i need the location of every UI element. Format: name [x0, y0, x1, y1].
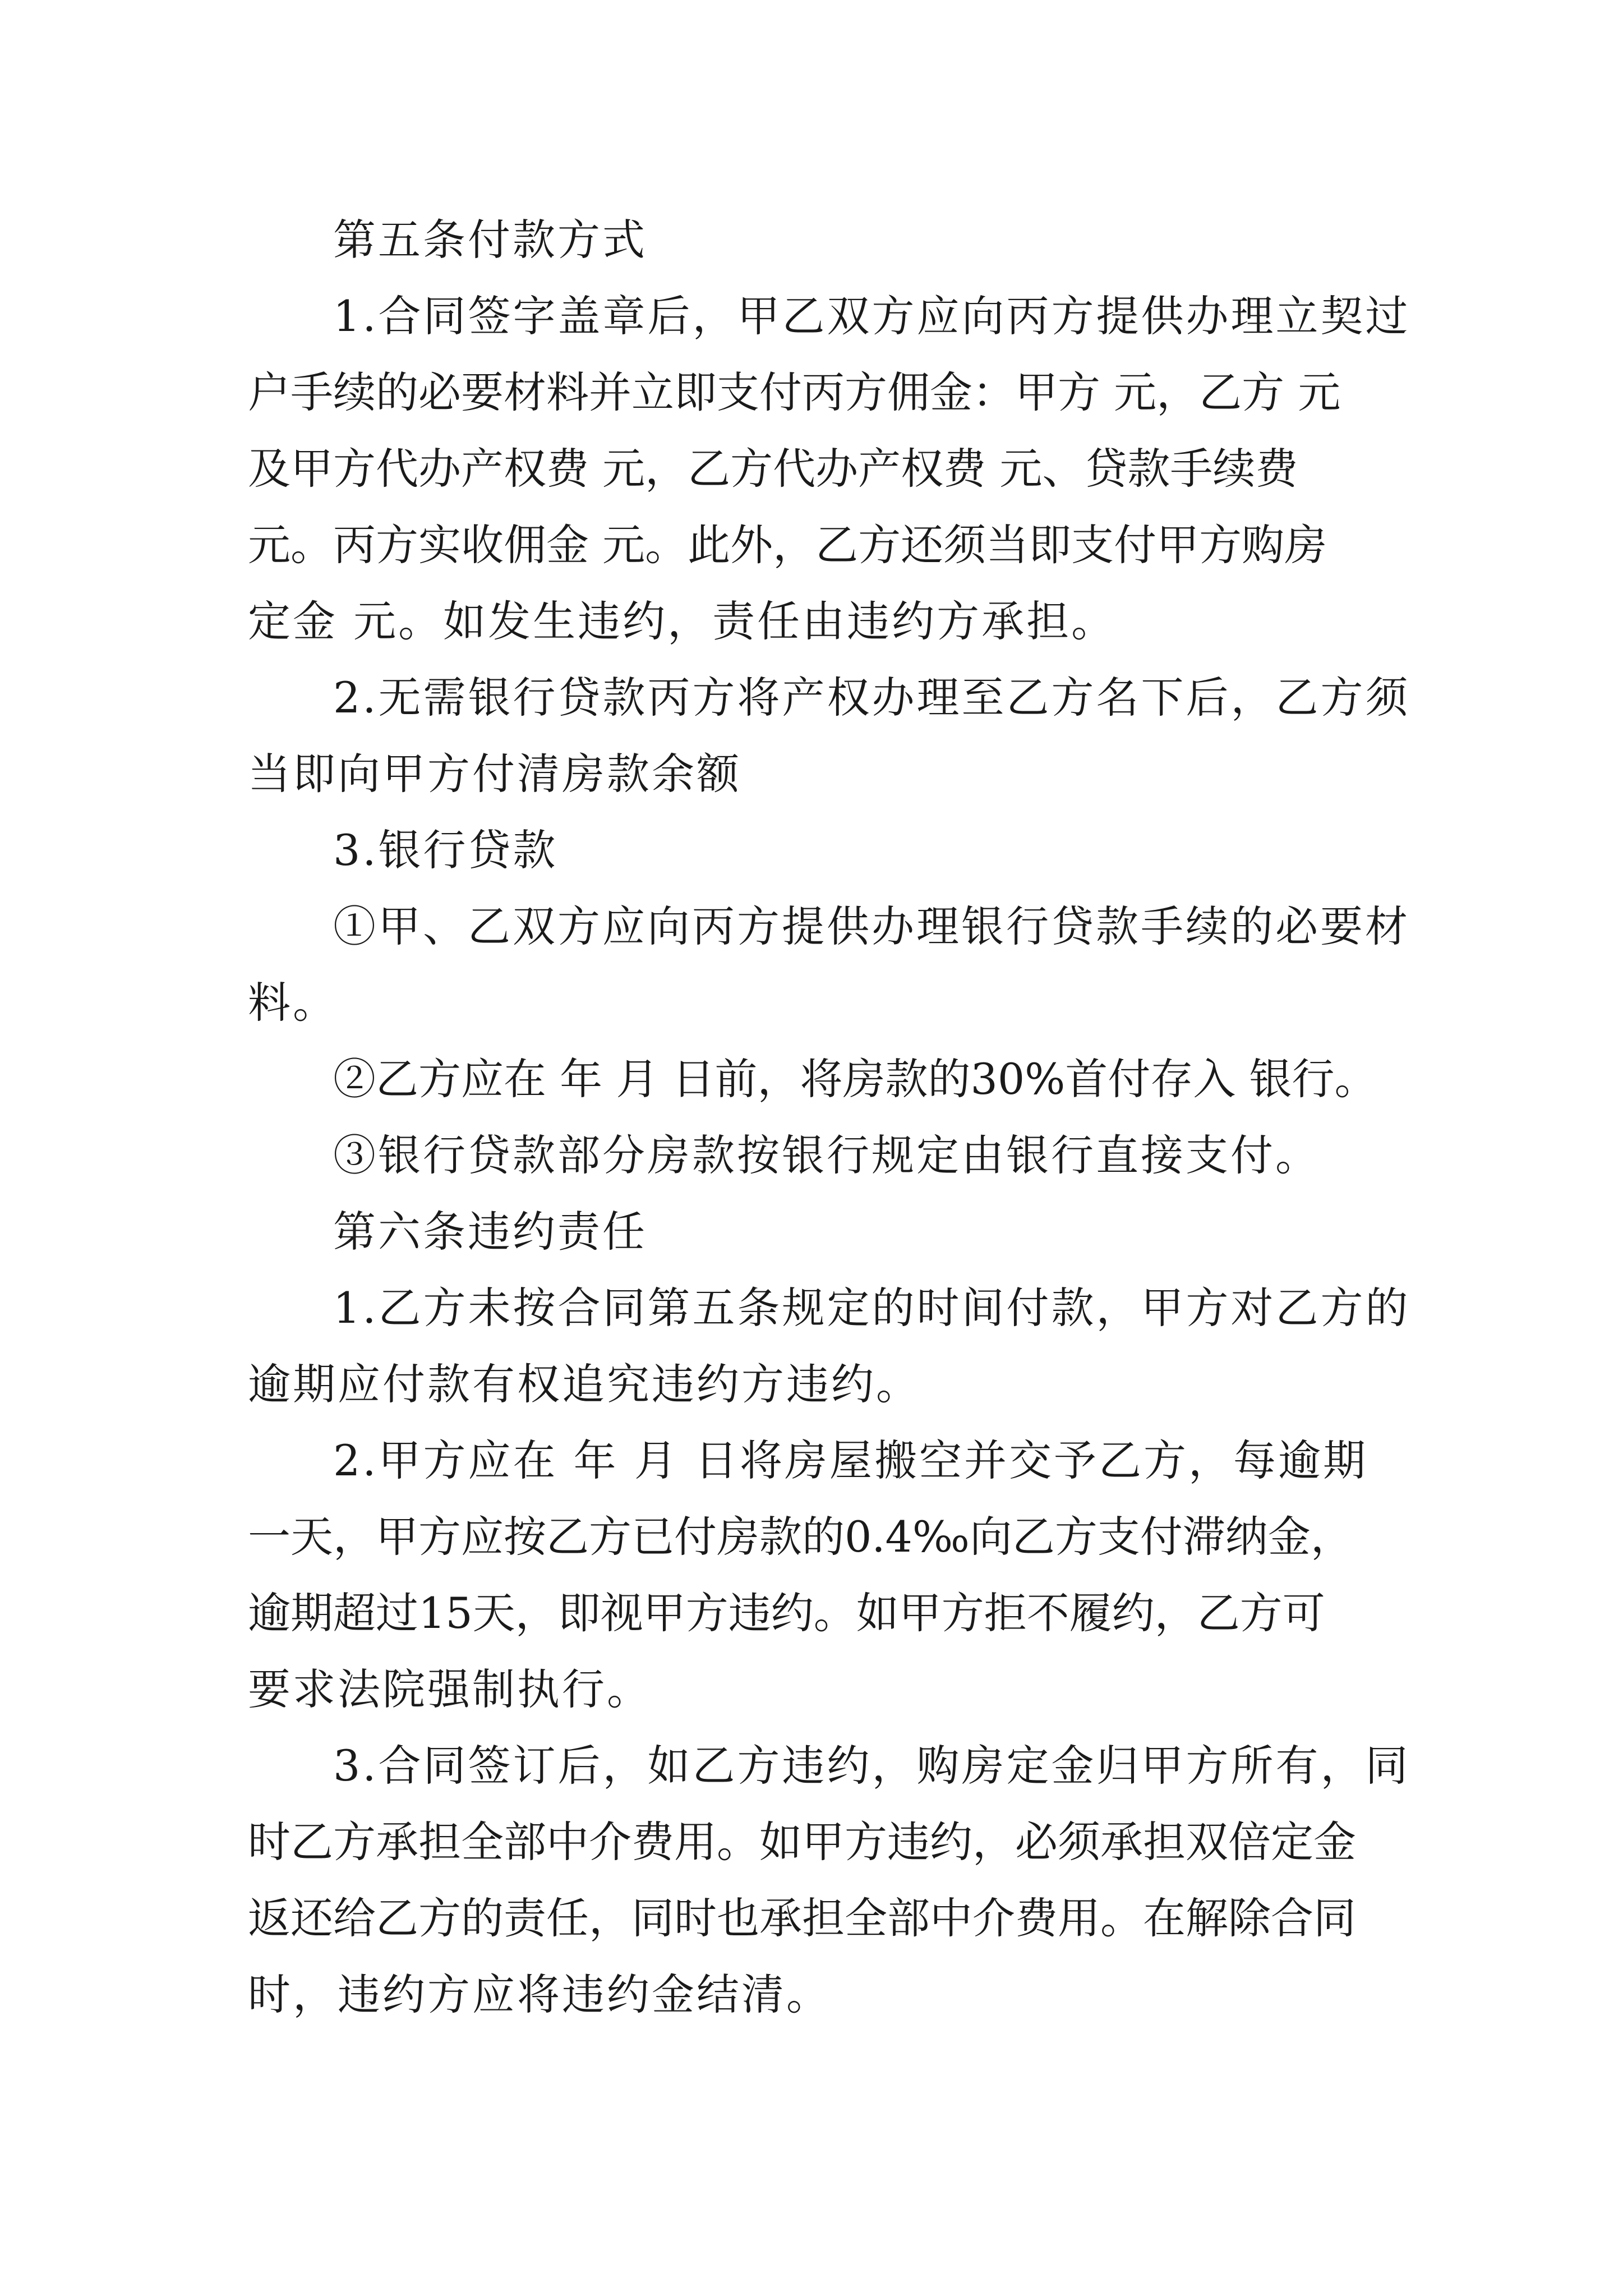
paragraph-line: ③银行贷款部分房款按银行规定由银行直接支付。: [333, 1130, 1320, 1180]
paragraph-line: 1.合同签字盖章后，甲乙双方应向丙方提供办理立契过: [333, 291, 1410, 341]
paragraph-line: 时，违约方应将违约金结清。: [248, 1970, 831, 2019]
paragraph-line: 料。: [248, 978, 338, 1028]
paragraph-line: 定金 元。如发生违约，责任由违约方承担。: [248, 596, 1117, 646]
paragraph-line: 逾期超过15天，即视甲方违约。如甲方拒不履约，乙方可: [248, 1588, 1325, 1638]
paragraph-line: 户手续的必要材料并立即支付丙方佣金：甲方 元，乙方 元: [248, 367, 1341, 417]
section-heading-payment: 第五条付款方式: [333, 215, 647, 265]
section-heading-liability: 第六条违约责任: [333, 1207, 647, 1257]
paragraph-line: 返还给乙方的责任，同时也承担全部中介费用。在解除合同: [248, 1893, 1356, 1943]
paragraph-line: 3.合同签订后，如乙方违约，购房定金归甲方所有，同: [333, 1741, 1410, 1791]
paragraph-line: 元。丙方实收佣金 元。此外，乙方还须当即支付甲方购房: [248, 520, 1327, 570]
paragraph-line: ②乙方应在 年 月 日前，将房款的30%首付存入 银行。: [333, 1054, 1377, 1104]
paragraph-line: 3.银行贷款: [333, 825, 558, 875]
paragraph-line: 时乙方承担全部中介费用。如甲方违约，必须承担双倍定金: [248, 1817, 1356, 1867]
paragraph-line: 1.乙方未按合同第五条规定的时间付款，甲方对乙方的: [333, 1283, 1410, 1333]
paragraph-line: 一天，甲方应按乙方已付房款的0.4‰向乙方支付滞纳金，: [248, 1512, 1353, 1562]
paragraph-line: 逾期应付款有权追究违约方违约。: [248, 1359, 921, 1409]
paragraph-line: 及甲方代办产权费 元，乙方代办产权费 元、贷款手续费: [248, 444, 1298, 494]
paragraph-line: ①甲、乙双方应向丙方提供办理银行贷款手续的必要材: [333, 901, 1410, 951]
paragraph-line: 要求法院强制执行。: [248, 1664, 652, 1714]
paragraph-line: 当即向甲方付清房款余额: [248, 749, 741, 799]
paragraph-line: 2.甲方应在 年 月 日将房屋搬空并交予乙方，每逾期: [333, 1435, 1368, 1485]
paragraph-line: 2.无需银行贷款丙方将产权办理至乙方名下后，乙方须: [333, 673, 1410, 723]
document-body: [248, 202, 1410, 2033]
